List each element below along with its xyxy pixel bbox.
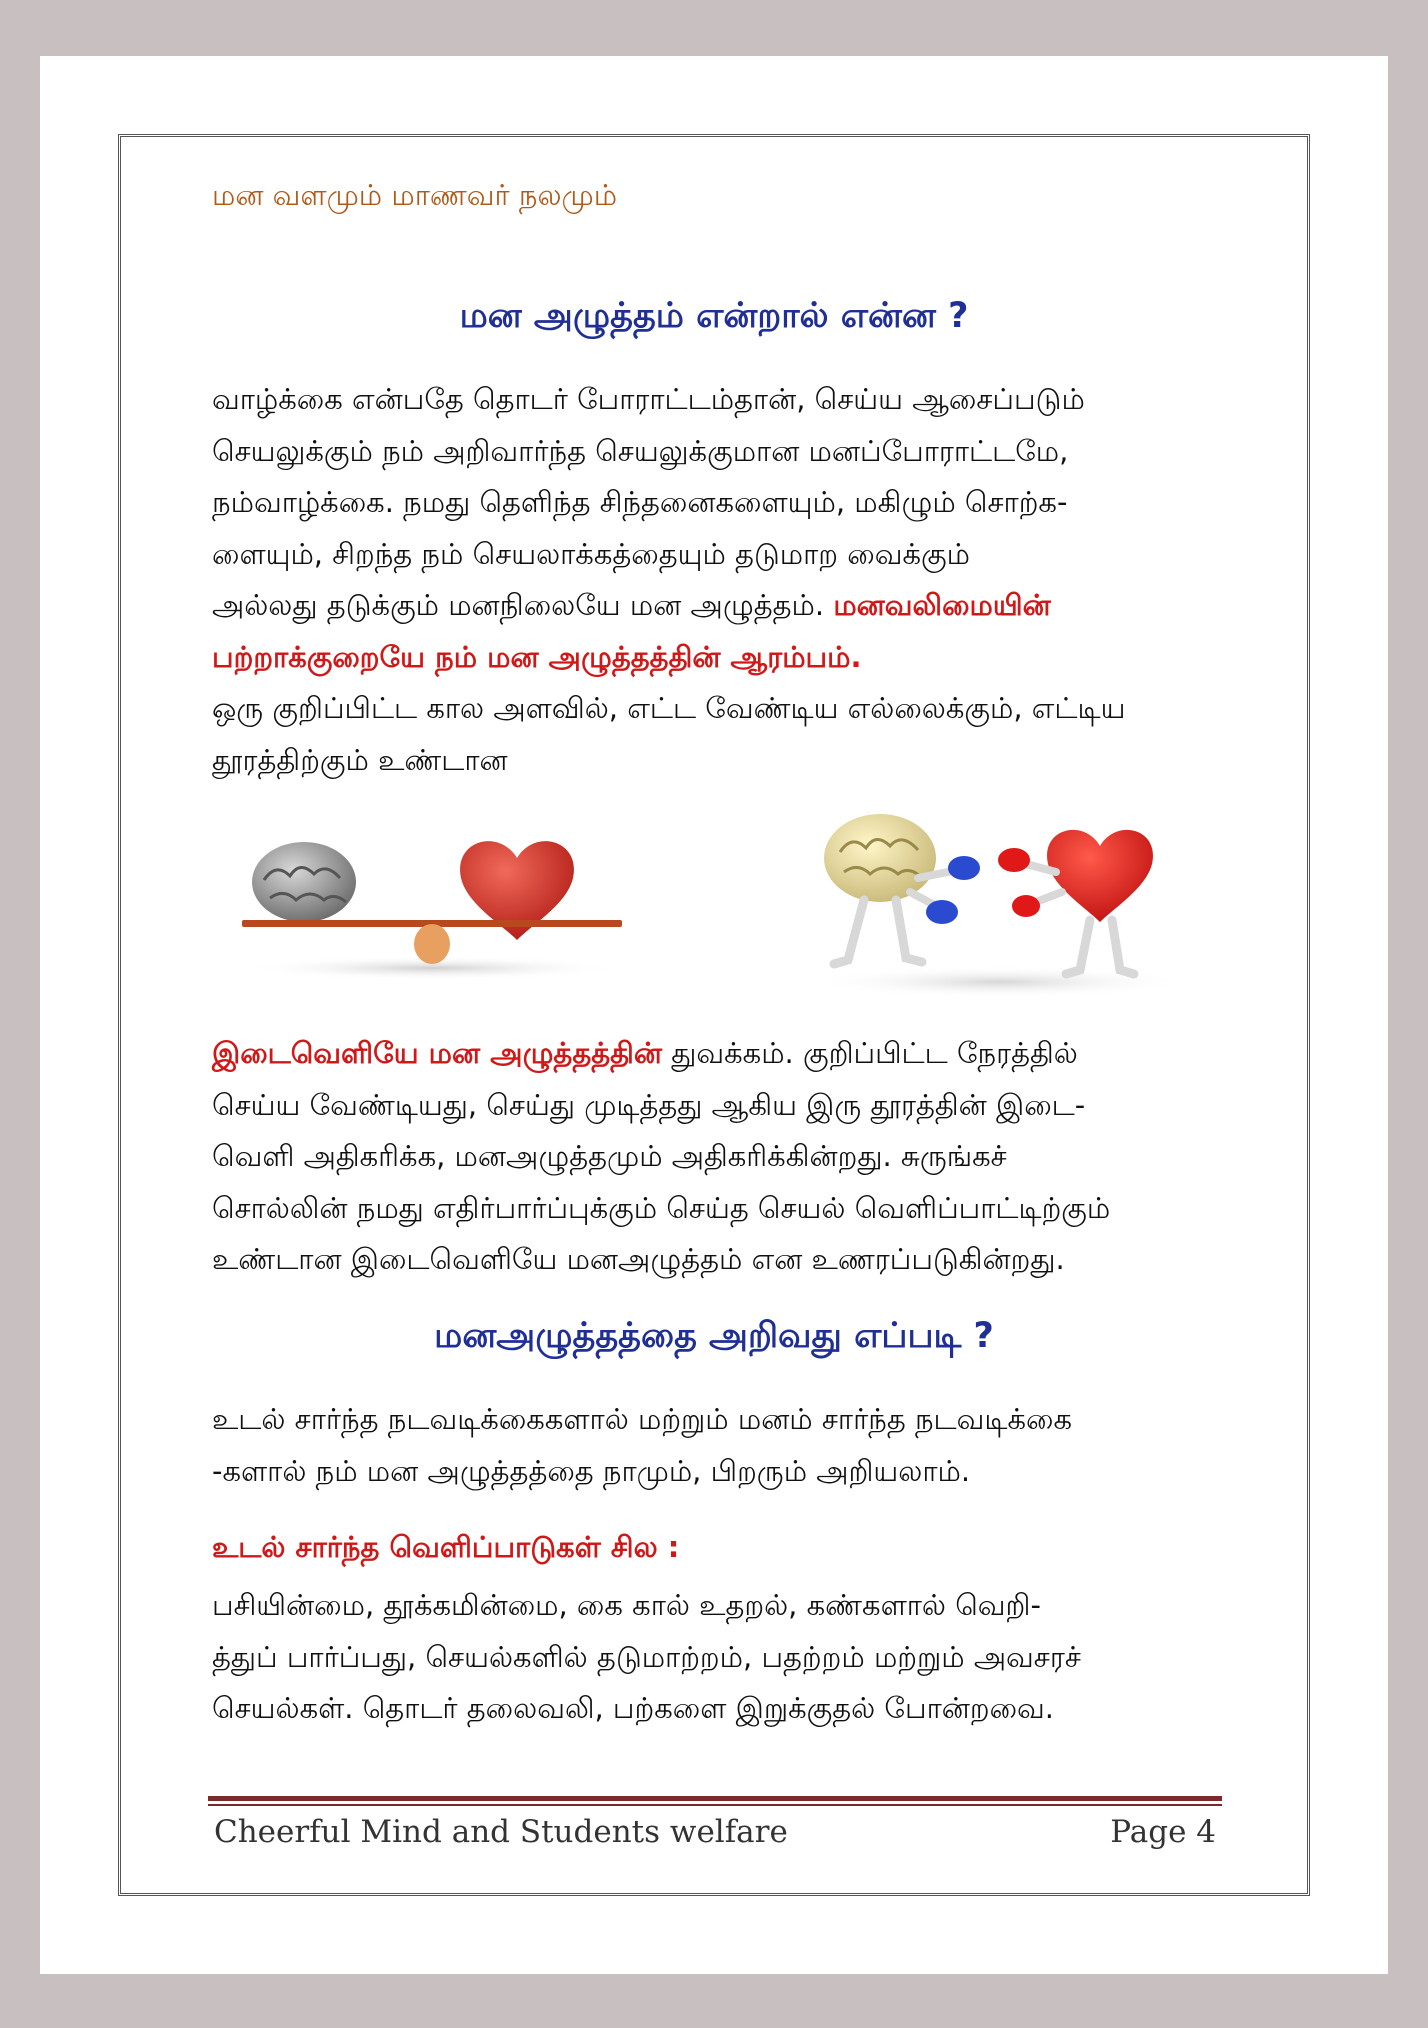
section-heading-how-to-know: மனஅழுத்தத்தை அறிவது எப்படி ? — [434, 1316, 994, 1356]
page-number: Page 4 — [1110, 1814, 1216, 1850]
paragraph-recognize — [212, 1394, 1222, 1497]
text-line: உண்டான இடைவெளியே மனஅழுத்தம் என உணரப்படுகின்றது. — [212, 1242, 1065, 1276]
highlight-red: மனவலிமையின் — [833, 588, 1051, 622]
footer-rule — [208, 1796, 1222, 1808]
footer-title: Cheerful Mind and Students welfare — [214, 1814, 788, 1850]
boxing-glove-icon — [948, 856, 980, 880]
brain-icon — [252, 842, 356, 922]
brain-heart-balance-illustration — [232, 820, 632, 980]
text-line — [212, 1028, 1222, 1080]
text-line: -களால் நம் மன அழுத்தத்தை நாமும், பிறரும் அறியலாம். — [212, 1453, 971, 1488]
text-line: செயலுக்கும் நம் அறிவார்ந்த செயலுக்குமான மனப்போராட்டமே, — [212, 433, 1069, 468]
brain-heart-boxing-illustration — [800, 796, 1200, 1002]
paragraph-intro — [212, 374, 1222, 786]
text-line: உடல் சார்ந்த நடவடிக்கைகளால் மற்றும் மனம் சார்ந்த நடவடிக்கை — [212, 1402, 1073, 1436]
highlight-red-line: பற்றாக்குறையே நம் மன அழுத்தத்தின் ஆரம்பம். — [212, 639, 862, 674]
section-heading-what-is-stress: மன அழுத்தம் என்றால் என்ன ? — [459, 296, 969, 336]
text-line: தூரத்திற்கும் உண்டான — [212, 742, 508, 777]
boxing-glove-icon — [926, 900, 958, 924]
text-line — [212, 580, 1222, 632]
text-line: ஒரு குறிப்பிட்ட கால அளவில், எட்ட வேண்டிய எல்லைக்கும், எட்டிய — [212, 691, 1126, 725]
text-line: பசியின்மை, தூக்கமின்மை, கை கால் உதறல், கண்களால் வெறி- — [212, 1588, 1041, 1622]
text-line: வெளி அதிகரிக்க, மனஅழுத்தமும் அதிகரிக்கின்றது. சுருங்கச் — [212, 1139, 1007, 1173]
text-normal: அல்லது தடுக்கும் மனநிலையே மன அழுத்தம். — [212, 588, 834, 622]
text-line: செயல்கள். தொடர் தலைவலி, பற்களை இறுக்குதல் போன்றவை. — [212, 1691, 1054, 1725]
text-normal: துவக்கம். குறிப்பிட்ட நேரத்தில் — [661, 1036, 1078, 1070]
brain-icon — [824, 814, 936, 902]
text-line: நம்வாழ்க்கை. நமது தெளிந்த சிந்தனைகளையும், மகிழும் சொற்க- — [212, 485, 1068, 519]
text-line: ளையும், சிறந்த நம் செயலாக்கத்தையும் தடுமாற வைக்கும் — [212, 536, 970, 571]
heart-icon — [1047, 830, 1153, 922]
subheading-physical-signs: உடல் சார்ந்த வெளிப்பாடுகள் சில : — [212, 1530, 680, 1564]
text-line: சொல்லின் நமது எதிர்பார்ப்புக்கும் செய்த செயல் வெளிப்பாட்டிற்கும் — [212, 1190, 1111, 1225]
paragraph-gap — [212, 1028, 1222, 1286]
text-line: செய்ய வேண்டியது, செய்து முடித்தது ஆகிய இரு தூரத்தின் இடை- — [212, 1087, 1086, 1122]
text-line: வாழ்க்கை என்பதே தொடர் போராட்டம்தான், செய்ய ஆசைப்படும் — [212, 382, 1085, 416]
paragraph-physical-signs — [212, 1580, 1222, 1735]
boxing-glove-icon — [998, 848, 1030, 872]
fulcrum-egg — [414, 924, 450, 964]
running-header: மன வளமும் மாணவர் நலமும் — [212, 178, 618, 212]
boxing-glove-icon — [1012, 895, 1040, 917]
highlight-red: இடைவெளியே மன அழுத்தத்தின் — [212, 1036, 662, 1070]
text-line: த்துப் பார்ப்பது, செயல்களில் தடுமாற்றம், பதற்றம் மற்றும் அவசரச் — [212, 1639, 1081, 1674]
